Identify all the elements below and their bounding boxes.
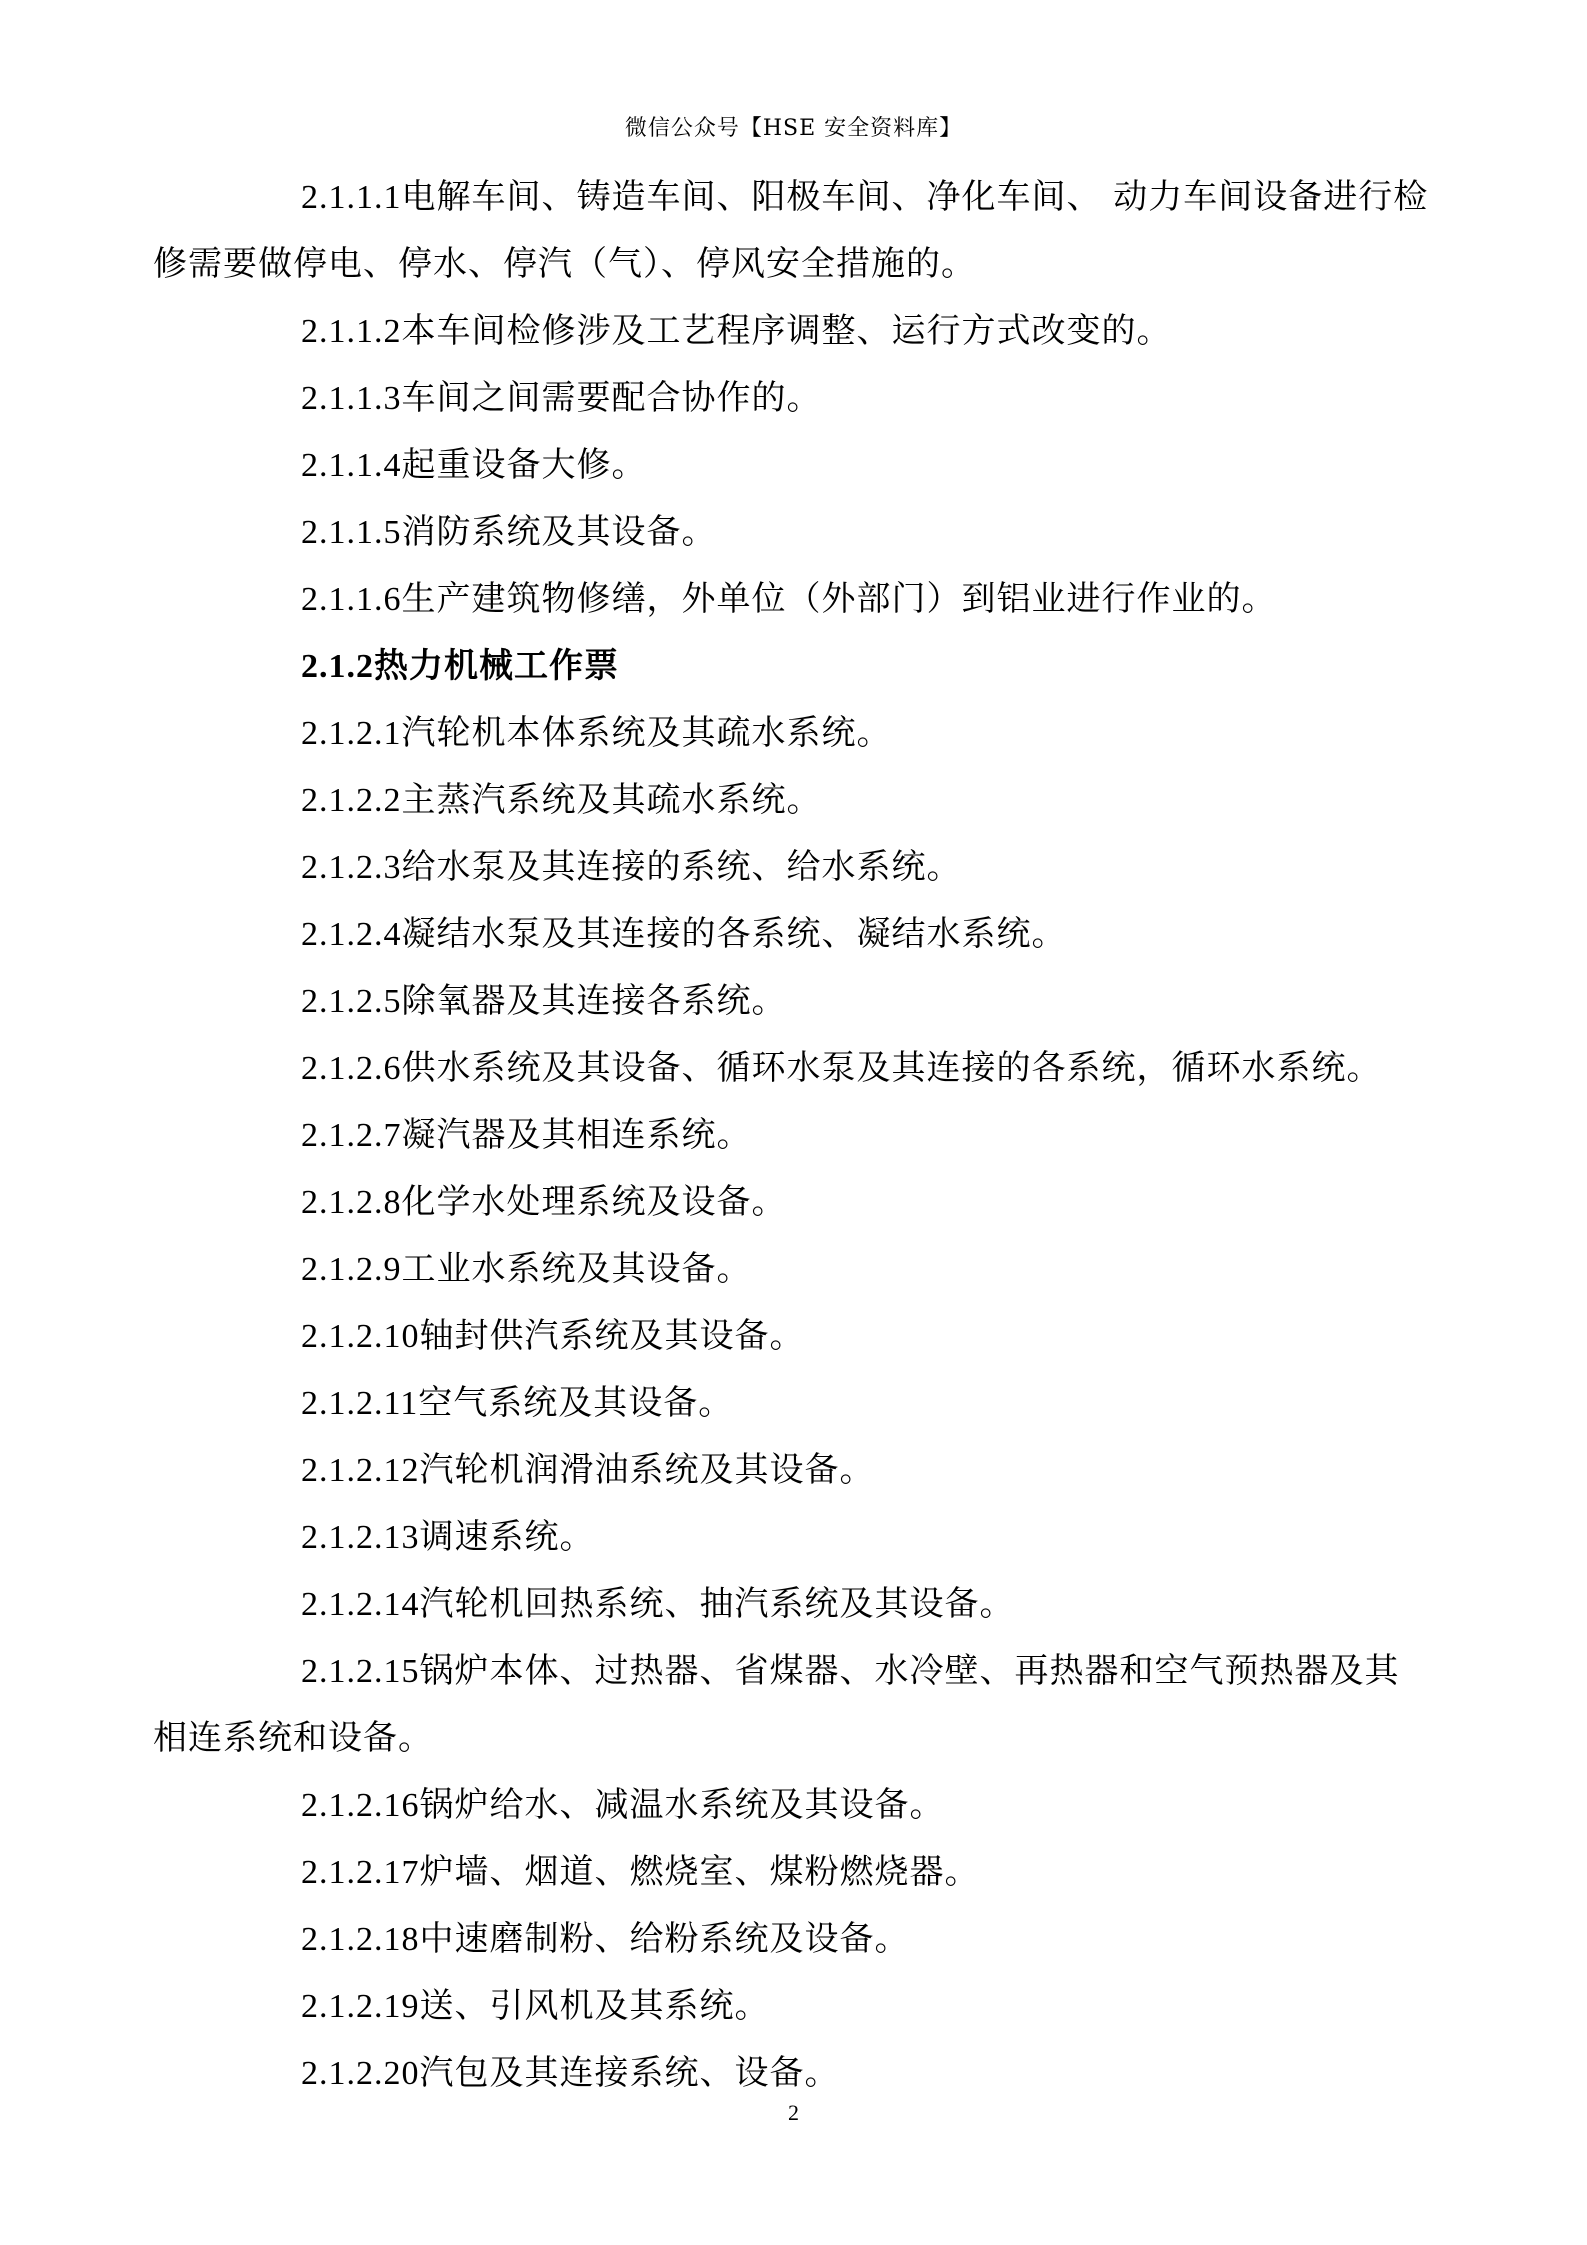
clause-text: 汽轮机润滑油系统及其设备。 <box>419 1450 875 1490</box>
page-number: 2 <box>788 2100 799 2125</box>
clause-number: 2.1.1.2 <box>301 313 402 350</box>
clause-text: 本车间检修涉及工艺程序调整、运行方式改变的。 <box>401 311 1172 351</box>
clause-2-1-2-15 <box>153 1638 1443 1772</box>
clause-number: 2.1.2.8 <box>301 1184 402 1221</box>
clause-2-1-2-12 <box>153 1437 1443 1504</box>
clause-text: 生产建筑物修缮，外单位（外部门）到铝业进行作业的。 <box>401 579 1277 619</box>
clause-number: 2.1.2.2 <box>301 782 402 819</box>
clause-number: 2.1.2.11 <box>301 1385 419 1422</box>
clause-text: 炉墙、烟道、燃烧室、煤粉燃烧器。 <box>419 1852 980 1892</box>
clause-number: 2.1.1.6 <box>301 581 402 618</box>
clause-2-1-1-6 <box>153 566 1443 633</box>
clause-text: 除氧器及其连接各系统。 <box>401 981 787 1021</box>
clause-2-1-1-1 <box>153 164 1443 298</box>
clause-text: 凝汽器及其相连系统。 <box>401 1115 752 1155</box>
clause-2-1-2-10 <box>153 1303 1443 1370</box>
clause-number: 2.1.2.4 <box>301 916 402 953</box>
page-header: 微信公众号【HSE 安全资料库】 <box>624 116 963 141</box>
clause-number: 2.1.2.18 <box>301 1921 420 1958</box>
clause-number: 2.1.2.1 <box>301 715 402 752</box>
clause-2-1-2-4 <box>153 901 1443 968</box>
clause-2-1-1-2 <box>153 298 1443 365</box>
clause-2-1-2-9 <box>153 1236 1443 1303</box>
clause-number: 2.1.1.1 <box>301 179 402 216</box>
clause-2-1-2-2 <box>153 767 1443 834</box>
clause-text: 锅炉本体、过热器、省煤器、水冷壁、再热器和空气预热器及其 <box>419 1651 1400 1691</box>
clause-text: 凝结水泵及其连接的各系统、凝结水系统。 <box>401 914 1067 954</box>
section-title: 热力机械工作票 <box>374 646 619 686</box>
section-number: 2.1.2 <box>301 648 374 685</box>
clause-text: 汽轮机本体系统及其疏水系统。 <box>401 713 892 753</box>
clause-text-continued: 修需要做停电、停水、停汽（气）、停风安全措施的。 <box>153 244 976 284</box>
clause-text: 中速磨制粉、给粉系统及设备。 <box>419 1919 910 1959</box>
clause-2-1-2-19 <box>153 1973 1443 2040</box>
clause-text: 轴封供汽系统及其设备。 <box>419 1316 805 1356</box>
clause-2-1-2-3 <box>153 834 1443 901</box>
clause-number: 2.1.2.20 <box>301 2055 420 2092</box>
clause-number: 2.1.2.17 <box>301 1854 420 1891</box>
clause-number: 2.1.1.4 <box>301 447 402 484</box>
clause-text: 供水系统及其设备、循环水泵及其连接的各系统，循环水系统。 <box>401 1048 1382 1088</box>
clause-2-1-1-4 <box>153 432 1443 499</box>
clause-number: 2.1.2.5 <box>301 983 402 1020</box>
clause-number: 2.1.2.10 <box>301 1318 420 1355</box>
clause-2-1-1-5 <box>153 499 1443 566</box>
clause-2-1-2-1 <box>153 700 1443 767</box>
clause-text-continued: 相连系统和设备。 <box>153 1718 433 1758</box>
clause-text: 调速系统。 <box>419 1517 595 1557</box>
clause-text: 给水泵及其连接的系统、给水系统。 <box>401 847 962 887</box>
clause-number: 2.1.2.7 <box>301 1117 402 1154</box>
clause-2-1-2-20 <box>153 2040 1443 2107</box>
clause-text: 汽包及其连接系统、设备。 <box>419 2053 840 2093</box>
clause-number: 2.1.2.13 <box>301 1519 420 1556</box>
clause-text: 主蒸汽系统及其疏水系统。 <box>401 780 822 820</box>
clause-2-1-2-13 <box>153 1504 1443 1571</box>
clause-text: 起重设备大修。 <box>401 445 647 485</box>
clause-2-1-2-5 <box>153 968 1443 1035</box>
clause-2-1-2-14 <box>153 1571 1443 1638</box>
clause-number: 2.1.2.16 <box>301 1787 420 1824</box>
clause-number: 2.1.2.12 <box>301 1452 420 1489</box>
clause-2-1-2-16 <box>153 1772 1443 1839</box>
clause-text: 车间之间需要配合协作的。 <box>401 378 822 418</box>
clause-number: 2.1.2.19 <box>301 1988 420 2025</box>
clause-text: 消防系统及其设备。 <box>401 512 717 552</box>
clause-2-1-2-6 <box>153 1035 1443 1102</box>
clause-number: 2.1.2.6 <box>301 1050 402 1087</box>
document-body <box>153 164 1443 2107</box>
clause-number: 2.1.2.3 <box>301 849 402 886</box>
clause-2-1-1-3 <box>153 365 1443 432</box>
clause-2-1-2-11 <box>153 1370 1443 1437</box>
clause-text: 锅炉给水、减温水系统及其设备。 <box>419 1785 945 1825</box>
clause-2-1-2-18 <box>153 1906 1443 1973</box>
clause-number: 2.1.1.3 <box>301 380 402 417</box>
clause-text: 电解车间、铸造车间、阳极车间、净化车间、 动力车间设备进行检 <box>401 177 1429 217</box>
clause-2-1-2-8 <box>153 1169 1443 1236</box>
clause-text: 汽轮机回热系统、抽汽系统及其设备。 <box>419 1584 1015 1624</box>
clause-text: 空气系统及其设备。 <box>418 1383 734 1423</box>
clause-number: 2.1.2.9 <box>301 1251 402 1288</box>
clause-2-1-2-17 <box>153 1839 1443 1906</box>
clause-text: 化学水处理系统及设备。 <box>401 1182 787 1222</box>
clause-number: 2.1.2.14 <box>301 1586 420 1623</box>
clause-number: 2.1.2.15 <box>301 1653 420 1690</box>
clause-text: 送、引风机及其系统。 <box>419 1986 770 2026</box>
clause-number: 2.1.1.5 <box>301 514 402 551</box>
clause-2-1-2-7 <box>153 1102 1443 1169</box>
clause-text: 工业水系统及其设备。 <box>401 1249 752 1289</box>
section-heading-2-1-2 <box>153 633 1443 700</box>
